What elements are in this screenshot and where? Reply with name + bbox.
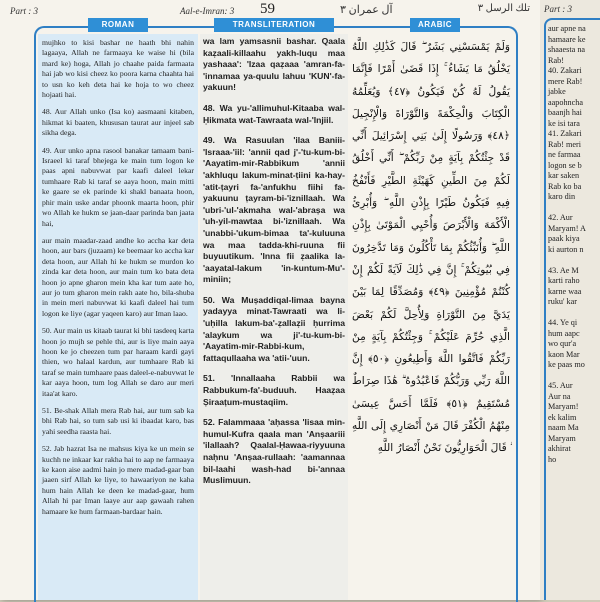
next-page-line: 45. Aur — [548, 381, 573, 390]
page-number: 59 — [260, 1, 275, 17]
next-page-line: hamaare ke — [548, 34, 586, 44]
transliteration-paragraph: 49. Wa Rasuulan 'ilaa Baniii-'Israaa-'iil: 'annii qad j'-'tu-kum-bi-'Aayatim-mir-Rabbikum 'annii 'akhluqu lakum-minat-ṭiini ka-hay-'atit-ṭayri fa-'anfukhu fiihi fa-yakuunu ṭayram-bi-'iznillaah. Wa 'ubri-'ul-'akmaha wal-'abraṣa wa 'uh-yil-mawtaa bi-'iznillaah. Wa 'unabbi-'ukum-bimaa ta'-kuluuna wa maa tadda-khi-ruuna fii buyuutikum. 'Inna fii ẓaalika la-'aayatal-lakum 'in-kuntum-Mu'-miniin; — [203, 135, 345, 285]
next-page-line: ke paas mo — [548, 360, 585, 369]
roman-paragraph: 49. Aur unko apna rasool banakar tamaam bani-Israeel ki taraf bhejega ke main tum logon ke paas apni nabuvwat par kaafi daleel lekar tumhaare Rab ki taraf se aaya hoon, main mitti ke gaare se ek parinde ki shakl banaata hoon, phir main uske andar phoonk maarta hoon, phir wo Allah ke hukm se jaan-daar parinda ban jaata hai, — [42, 145, 194, 228]
transliteration-paragraph: wa lam yamsasnii bashar. Qaala kaẓaali-killaahu yakh-luqu maa yashaaa': 'Izaa qaẓaaa 'amran-fa-'innamaa ya-quulu lahuu 'KUN'-fa-yakuun! — [203, 36, 345, 93]
surah-label: Aal-e-Imran: 3 — [180, 6, 235, 16]
next-page-line: ne farmaa — [548, 150, 581, 159]
next-page-line: Aur na — [548, 391, 571, 401]
next-page-line: aur apne na — [548, 24, 586, 33]
next-page-line: ki aurton n — [548, 244, 584, 254]
next-page-header: Part : 3 — [544, 4, 572, 14]
roman-paragraph: 50. Aur main us kitaab taurat ki bhi tasdeeq karta hoon jo mujh se pehle thi, aur is liye main aaya hoon ke jo cheezen tum par haraam kardi gayi thien, wo halaal kardun, aur tumhaare Rab ki taraf se main tumhaare paas daleel-e-nabuvwat le kar aaya hoon, tum log Allah se daro aur meri itaa'at karo. — [42, 326, 194, 398]
transliteration-paragraph: 52. Falammaaa 'aḥassa 'Iisaa min-humul-Kufra qaala man 'Anṣaariii 'ilallaah? Qaalal-Ḥawaa-riyyuuna naḥnu 'Anṣaa-rullaah: 'aamannaa bil-laahi wash-had bi-'annaa Muslimuun. — [203, 417, 345, 486]
next-page-line: kar saken — [548, 171, 580, 180]
next-page-line — [548, 308, 600, 319]
next-page-line: Maryam! — [548, 402, 579, 411]
surah-arabic-label: آل عمران ٣ — [340, 4, 393, 16]
next-page-line: Maryam! A — [548, 223, 586, 233]
part-arabic-label: تلك الرسل ٣ — [477, 3, 530, 14]
next-page-line: Maryam — [548, 433, 576, 443]
next-page-line: 41. Zakari — [548, 129, 582, 138]
roman-paragraph: mujhko to kisi bashar ne haath bhi nahin lagaaya, Allah ne farmaaya ke waise hi (bila mard ke) hoga, Allah jo chaahe paida farmaata hai jab wo kisi cheez ko poora karna chaahta hai to usn ko keh deta hai ke hoja to wo cheez hojaati hai. — [42, 38, 194, 100]
next-page-line: ho — [548, 454, 557, 464]
next-page-line: wo qur'a — [548, 339, 577, 348]
next-page-text — [548, 24, 600, 465]
next-page-line: 44. Ye qi — [548, 318, 578, 327]
arabic-column — [350, 34, 512, 600]
next-page-line: jabke — [548, 87, 566, 96]
roman-paragraph: 51. Be-shak Allah mera Rab hai, aur tum sab ka bhi Rab hai, so tum sab usi ki ibaadat karo, bas yahi seedha raasta hai. — [42, 406, 194, 436]
next-page-line: karti raho — [548, 276, 580, 285]
roman-column — [38, 34, 198, 600]
next-page-line — [548, 371, 600, 382]
next-page-line: 43. Ae M — [548, 265, 579, 275]
roman-paragraph: 48. Aur Allah unko (Isa ko) aasmaani kitaben, hikmat ki baaten, khususan taurat aur injeel sab sikha dega. — [42, 107, 194, 138]
next-page-line: aapohncha — [548, 97, 584, 107]
transliteration-column — [200, 34, 348, 600]
arabic-text: وَلَمْ يَمْسَسْنِي بَشَرٌ ۖ قَالَ كَذَٰلِكِ اللَّهُ يَخْلُقُ مَا يَشَاءُ ۚ إِذَا قَضَىٰ أَمْرًا فَإِنَّمَا يَقُولُ لَهُ كُنْ فَيَكُونُ ﴿٤٧﴾ وَيُعَلِّمُهُ الْكِتَابَ وَالْحِكْمَةَ وَالتَّوْرَاةَ وَالْإِنْجِيلَ ﴿٤٨﴾ وَرَسُولًا إِلَىٰ بَنِي إِسْرَائِيلَ أَنِّي قَدْ جِئْتُكُمْ بِآيَةٍ مِنْ رَبِّكُمْ ۖ أَنِّي أَخْلُقُ لَكُمْ مِنَ الطِّينِ كَهَيْئَةِ الطَّيْرِ فَأَنْفُخُ فِيهِ فَيَكُونُ طَيْرًا بِإِذْنِ اللَّهِ ۖ وَأُبْرِئُ الْأَكْمَهَ وَالْأَبْرَصَ وَأُحْيِي الْمَوْتَىٰ بِإِذْنِ اللَّهِ ۖ وَأُنَبِّئُكُمْ بِمَا تَأْكُلُونَ وَمَا تَدَّخِرُونَ فِي بُيُوتِكُمْ ۚ إِنَّ فِي ذَٰلِكَ لَآيَةً لَكُمْ إِنْ كُنْتُمْ مُؤْمِنِينَ ﴿٤٩﴾ وَمُصَدِّقًا لِمَا بَيْنَ يَدَيَّ مِنَ التَّوْرَاةِ وَلِأُحِلَّ لَكُمْ بَعْضَ الَّذِي حُرِّمَ عَلَيْكُمْ ۚ وَجِئْتُكُمْ بِآيَةٍ مِنْ رَبِّكُمْ فَاتَّقُوا اللَّهَ وَأَطِيعُونِ ﴿٥٠﴾ إِنَّ اللَّهَ رَبِّي وَرَبُّكُمْ فَاعْبُدُوهُ ۗ هَٰذَا صِرَاطٌ مُسْتَقِيمٌ ﴿٥١﴾ فَلَمَّا أَحَسَّ عِيسَىٰ مِنْهُمُ الْكُفْرَ قَالَ مَنْ أَنْصَارِي إِلَى اللَّهِ ۖ قَالَ الْحَوَارِيُّونَ نَحْنُ أَنْصَارُ اللَّهِ — [352, 41, 510, 455]
tab-transliteration: TRANSLITERATION — [214, 18, 334, 32]
next-page-line: Rab! meri — [548, 139, 581, 149]
tab-arabic: ARABIC — [410, 18, 460, 32]
next-page-line — [548, 255, 600, 266]
next-page-line — [548, 203, 600, 214]
next-page-line: karne waa — [548, 286, 582, 296]
next-page-line: naam Ma — [548, 423, 579, 432]
next-page-line: shaaesta na — [548, 45, 586, 54]
next-page-line: 40. Zakari — [548, 66, 582, 75]
next-page-line: ek kalim — [548, 412, 577, 422]
next-page-line: logon se b — [548, 160, 582, 170]
transliteration-paragraph: 48. Wa yu-'allimuhul-Kitaaba wal-Ḥikmata wat-Tawraata wal-'Injiil. — [203, 102, 345, 125]
roman-paragraph: 52. Jab hazrat Isa ne mahsus kiya ke un mein se kuchh ne inkaar kar rakha hai to aap ne farmaaya ke kaon aise aadmi hain jo mere madad-gaar ban jaaen sirf Allah ke liye, to hawaariyon ne kaha hum hain Allah ke deen ke madad-gaar, hum Allah hi par Iman laaye aur aap gawaah rahen hamaare ke hum farmaan-bardaar hain. — [42, 444, 194, 516]
next-page-line: Rab ko ba — [548, 181, 582, 191]
next-page-line: 42. Aur — [548, 213, 573, 222]
next-page-line: mere Rab! — [548, 76, 583, 86]
next-page-edge — [540, 0, 600, 600]
roman-paragraph: aur main maadar-zaad andhe ko accha kar deta hoon, aur bars (juzaam) ke beemaar ko accha kar deta hoon, aur Allah hi ke hukm se murdon ko zinda kar deta hoon, aur main tum ko bata deta hoon jo apne gharon mein kha kar tum aate ho, aur jo tum gharon mein rakh aate ho, bila-shuba in mein meri nabuvwat ki kaafi daleel hai tum logon ke liye (agar yaqeen karo) aur Iman laao. — [42, 235, 194, 318]
next-page-line: karo din — [548, 192, 576, 201]
next-page-line: baanjh hai — [548, 108, 582, 117]
next-page-line: akhirat — [548, 444, 571, 453]
next-page-line: ke isi tara — [548, 118, 580, 128]
transliteration-paragraph: 50. Wa Muṣaddiqal-limaa bayna yadayya minat-Tawraati wa li-'uḥilla lakum-ba'-ẓallaẓii ḥurrima 'alaykum wa ji'-tu-kum-bi-'Aayatim-mir-Rabbi-kum, fattaqullaaha wa 'atii-'uun. — [203, 294, 345, 363]
next-page-line: kaon Mar — [548, 349, 580, 359]
tab-roman: ROMAN — [88, 18, 148, 32]
transliteration-paragraph: 51. 'Innallaaha Rabbii wa Rabbukum-fa'-buduuh. Haaẓaa Ṣiraaṭum-mustaqiim. — [203, 373, 345, 407]
part-label: Part : 3 — [10, 6, 38, 16]
next-page-line: Rab! — [548, 55, 564, 65]
next-page-line: paak kiya — [548, 234, 580, 243]
next-page-line: hum aapc — [548, 328, 580, 338]
next-page-line: ruku' kar — [548, 297, 577, 306]
